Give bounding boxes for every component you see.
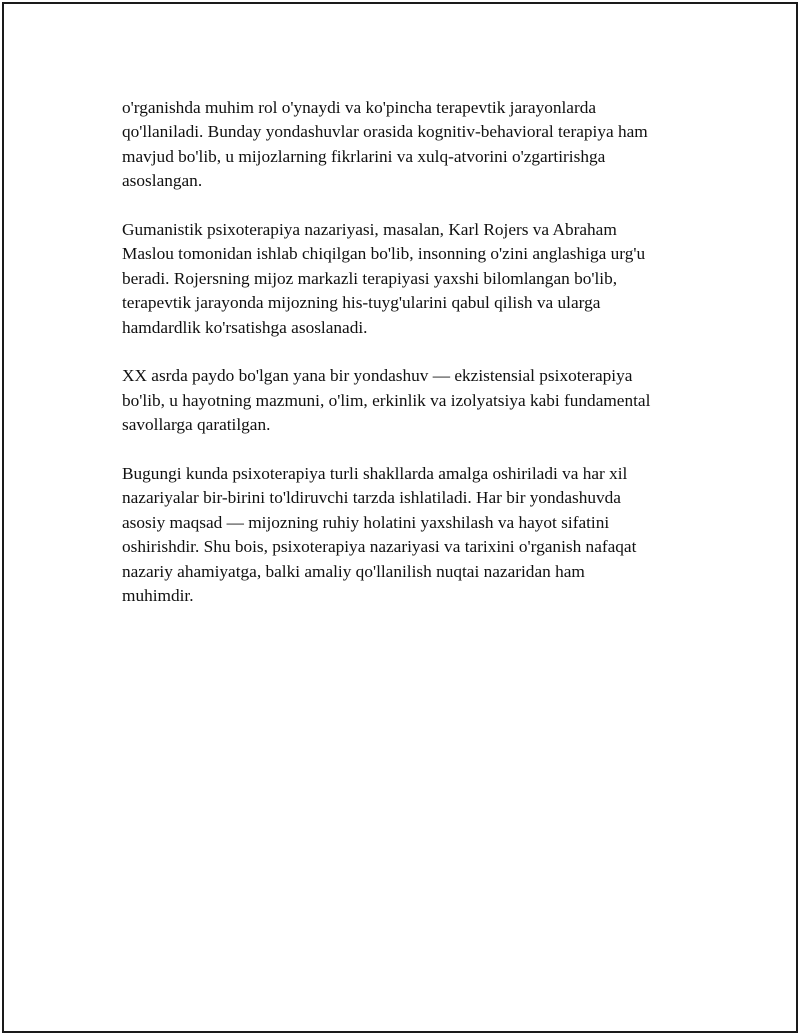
text-line: savollarga qaratilgan. — [122, 415, 271, 435]
text-line: asosiy maqsad — mijozning ruhiy holatini yaxshilash va hayot sifatini — [122, 512, 610, 532]
text-line: muhimdir. — [122, 586, 194, 606]
text-line: Maslou tomonidan ishlab chiqilgan bo'lib, insonning o'zini anglashiga urg'u — [122, 244, 646, 264]
text-line: qo'llaniladi. Bunday yondashuvlar orasida kognitiv-behavioral terapiya ham — [122, 122, 648, 142]
text-line: Gumanistik psixoterapiya nazariyasi, masalan, Karl Rojers va Abraham — [122, 220, 617, 240]
text-line: XX asrda paydo bo'lgan yana bir yondashuv — ekzistensial psixoterapiya — [122, 366, 633, 386]
text-line: beradi. Rojersning mijoz markazli terapiyasi yaxshi bilomlangan bo'lib, — [122, 268, 618, 288]
paragraph-2 — [122, 218, 697, 340]
text-line: bo'lib, u hayotning mazmuni, o'lim, erkinlik va izolyatsiya kabi fundamental — [122, 390, 651, 410]
page — [2, 2, 798, 1033]
text-line: hamdardlik ko'rsatishga asoslanadi. — [122, 317, 368, 337]
text-line: o'rganishda muhim rol o'ynaydi va ko'pincha terapevtik jarayonlarda — [122, 98, 597, 117]
document-body — [122, 96, 697, 633]
text-line: Bugungi kunda psixoterapiya turli shakllarda amalga oshiriladi va har xil — [122, 464, 628, 484]
paragraph-1 — [122, 96, 697, 194]
text-line: mavjud bo'lib, u mijozlarning fikrlarini va xulq-atvorini o'zgartirishga — [122, 146, 606, 166]
text-line: terapevtik jarayonda mijozning his-tuyg'ularini qabul qilish va ularga — [122, 293, 601, 313]
text-line: nazariy ahamiyatga, balki amaliy qo'llanilish nuqtai nazaridan ham — [122, 561, 585, 581]
text-line: nazariyalar bir-birini to'ldiruvchi tarzda ishlatiladi. Har bir yondashuvda — [122, 488, 621, 508]
paragraph-4 — [122, 462, 697, 608]
text-line: asoslangan. — [122, 171, 203, 191]
text-line: oshirishdir. Shu bois, psixoterapiya nazariyasi va tarixini o'rganish nafaqat — [122, 537, 637, 557]
paragraph-3 — [122, 364, 697, 437]
